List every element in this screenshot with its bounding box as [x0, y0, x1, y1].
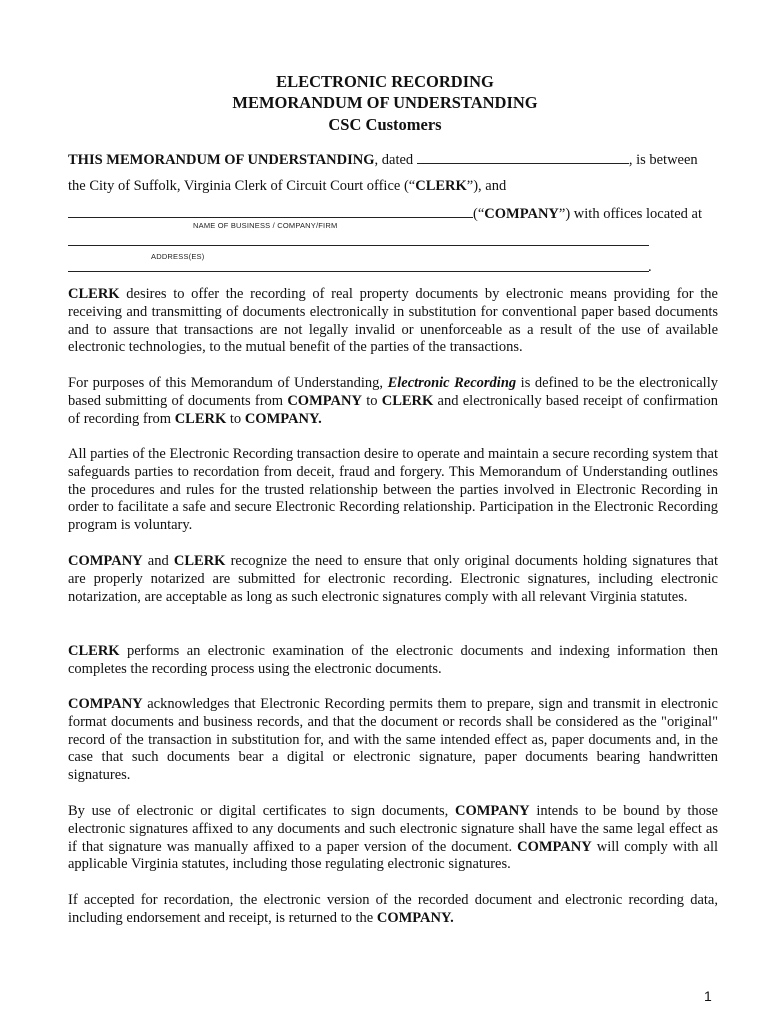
paragraph-4: COMPANY and CLERK recognize the need to ensure that only original documents holding signatures that are properly notarized are submitted for electronic recording. Electronic signatures, including electronic notarization, are acceptable as long as such electronic signatures comply with all relevant Virginia statutes. [68, 553, 718, 605]
paragraph-6: COMPANY acknowledges that Electronic Recording permits them to prepare, sign and transmit in electronic format documents and business records, and that the document or records shall be considered as the "original" record of the transaction in substitution for, and with the same intended effect as, paper documents and, in the case that such documents bear a digital or electronic signature, paper documents bearing handwritten signatures. [68, 696, 718, 784]
date-blank-field[interactable] [417, 151, 629, 164]
address-period: . [648, 259, 652, 275]
address-blank-field-1[interactable] [68, 245, 649, 246]
paragraph-3: All parties of the Electronic Recording transaction desire to operate and maintain a secure recording system that safeguards parties to recordation from deceit, fraud and forgery. This Memorandum of Understanding outlines the procedures and rules for the trusted relationship between the parties involved in Electronic Recording in order to facilitate a safe and secure Electronic Recording relationship. Participation in the Electronic Recording program is voluntary. [68, 446, 718, 534]
paragraph-2: For purposes of this Memorandum of Understanding, Electronic Recording is defined to be the electronically based submitting of documents from COMPANY to CLERK and electronically based receipt of confirmation of recording from CLERK to COMPANY. [68, 375, 719, 427]
paragraph-7: By use of electronic or digital certificates to sign documents, COMPANY intends to be bound by those electronic signatures affixed to any documents and such electronic signature shall have the same legal effect as if that signature was manually affixed to a paper version of the document. COMPANY will comply with all applicable Virginia statutes, including those regulating electronic signatures. [68, 803, 719, 873]
paragraph-1: CLERK desires to offer the recording of real property documents by electronic means providing for the receiving and transmitting of documents electronically in substitution for conventional paper based documents and to assure that transactions are not legally invalid or unenforceable as a result of the use of available electronic technologies, to the mutual benefit of the parties of the transactions. [68, 286, 718, 356]
document-title-line2: MEMORANDUM OF UNDERSTANDING [232, 93, 538, 112]
defined-term: Electronic Recording [387, 375, 517, 391]
memorandum-lead: THIS MEMORANDUM OF UNDERSTANDING [68, 152, 375, 168]
intro-line-2: the City of Suffolk, Virginia Clerk of Circuit Court office (“CLERK”), and [68, 178, 507, 194]
page-number: 1 [704, 988, 712, 1004]
document-subtitle: CSC Customers [328, 115, 442, 134]
paragraph-8: If accepted for recordation, the electronic version of the recorded document and electronic recording data, including endorsement and receipt, is returned to the COMPANY. [68, 892, 718, 926]
document-title-line1: ELECTRONIC RECORDING [276, 72, 494, 91]
business-name-caption: NAME OF BUSINESS / COMPANY/FIRM [193, 221, 338, 230]
paragraph-5: CLERK performs an electronic examination of the electronic documents and indexing information then completes the recording process using the electronic documents. [68, 643, 718, 677]
company-line: (“COMPANY”) with offices located at [68, 205, 702, 223]
address-caption: ADDRESS(ES) [151, 252, 205, 261]
intro-line-1: THIS MEMORANDUM OF UNDERSTANDING, dated , is between [68, 152, 698, 168]
company-name-blank-field[interactable] [68, 205, 473, 218]
address-blank-field-2[interactable] [68, 271, 649, 272]
